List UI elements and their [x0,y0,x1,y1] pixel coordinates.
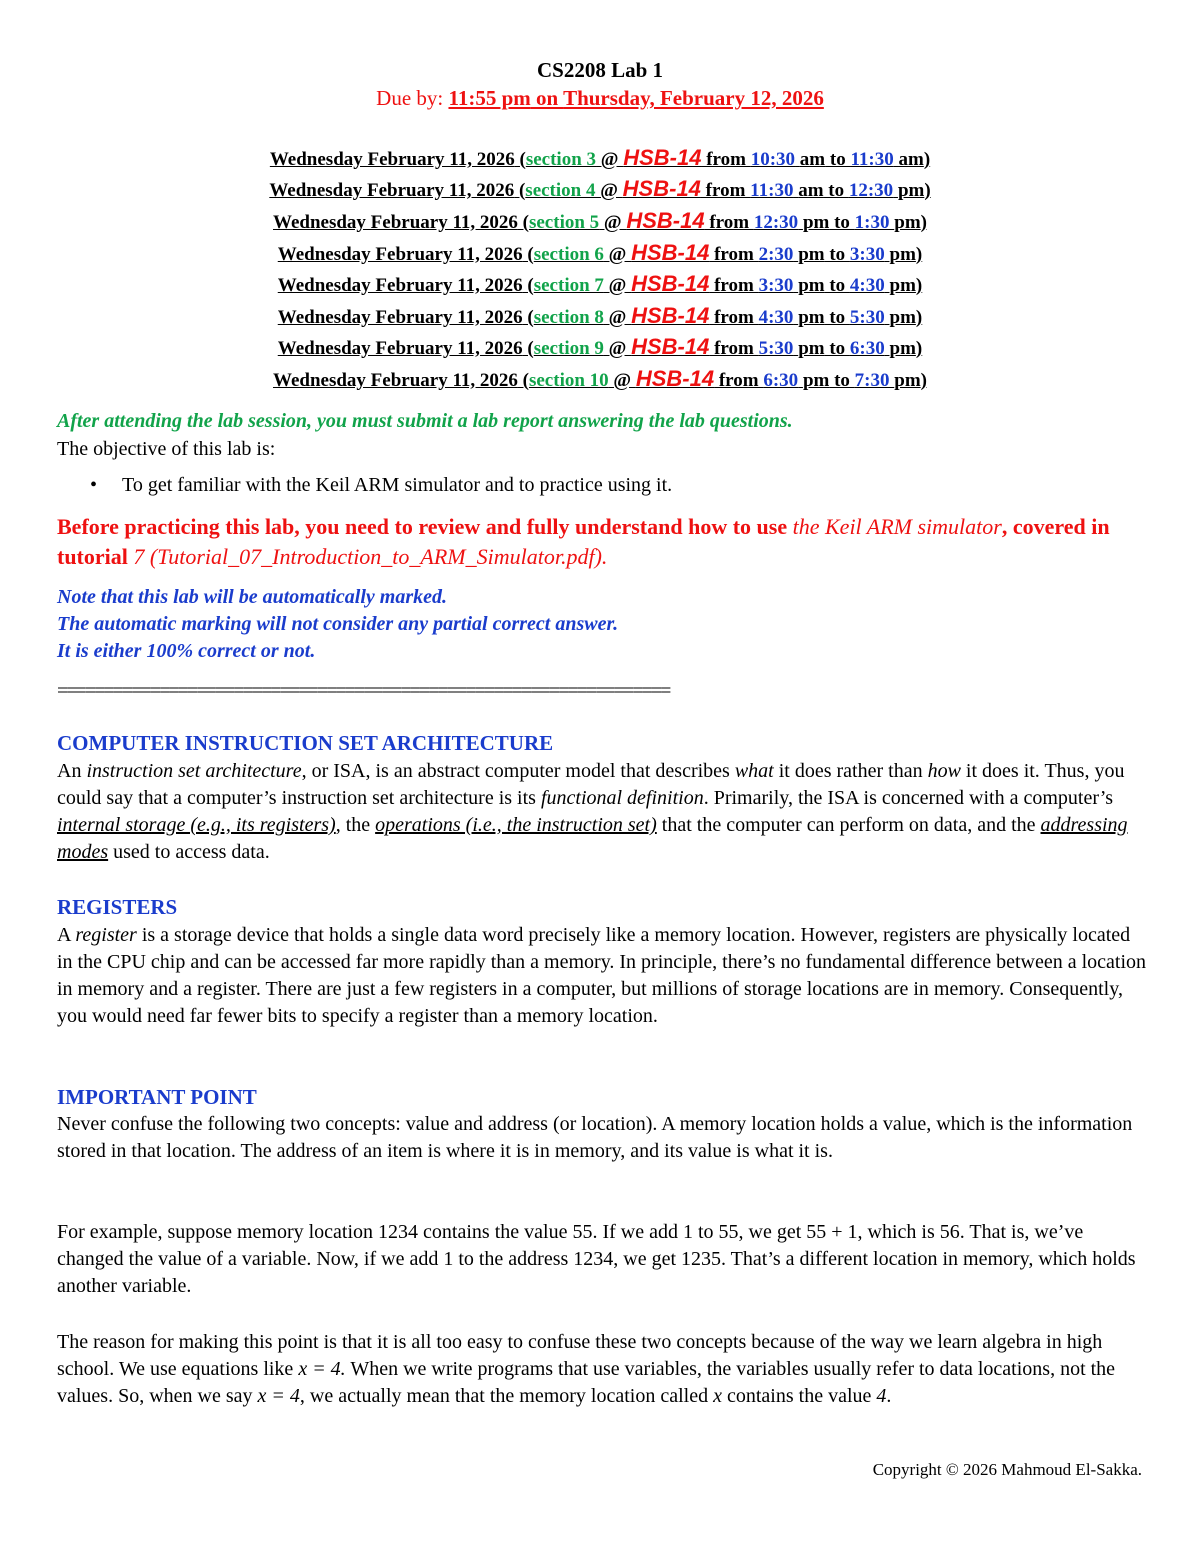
isa-paragraph: An instruction set architecture, or ISA, is an abstract computer model that describes what it does rather than how it does it. Thus, you could say that a computer’s instruction set architecture is its functional definition. Primarily, the ISA is concerned with a computer’s internal storage (e.g., its registers), the operations (i.e., the instruction set) that the computer can perform on data, and the addressing modes used to access data. [57,760,1128,863]
session-end: 11:30 [850,149,894,170]
session-start-ampm: pm [798,275,825,296]
due-time: 11:55 pm [448,86,531,110]
session-end: 5:30 [849,307,885,328]
session-section: section 5 [528,212,600,233]
session-start-ampm: pm [802,212,830,233]
schedule-row: Wednesday February 11, 2026 (section 3 @ HSB-14 from 10:30 am to 11:30 am) [269,145,931,170]
session-start-ampm: pm [798,244,825,265]
session-start: 6:30 [763,370,799,391]
session-start: 10:30 [750,149,796,170]
session-date: Wednesday February 11, 2026 [277,338,523,359]
registers-paragraph: A register is a storage device that holds a single data word precisely like a memory location. However, registers are physically located in the CPU chip and can be accessed far more rapidly than a memory. In principle, there’s no fundamental difference between a location in memory and a register. There are just a few registers in a computer, but millions of storage locations are in memory. Consequently, you would need far fewer bits to specify a register than a memory location. [57,924,1147,1027]
isa-heading: COMPUTER INSTRUCTION SET ARCHITECTURE [57,731,554,755]
session-room: HSB-14 [626,208,705,233]
session-start: 5:30 [758,338,794,359]
session-start: 2:30 [758,244,794,265]
schedule-row: Wednesday February 11, 2026 (section 7 @ HSB-14 from 3:30 pm to 4:30 pm) [277,271,923,296]
session-section: section 8 [533,307,604,328]
session-end-ampm: pm [894,370,921,391]
session-date: Wednesday February 11, 2026 [277,275,523,296]
separator-line: ================================================================== [57,680,670,702]
bullet-dot: • [90,474,98,496]
session-end-ampm: am [898,149,924,170]
session-section: section 3 [525,149,597,170]
session-section: section 4 [525,180,596,201]
session-room: HSB-14 [631,271,710,296]
session-date: Wednesday February 11, 2026 [273,212,518,233]
marking-note-2: The automatic marking will not consider any partial correct answer. [57,613,619,635]
session-section: section 7 [533,275,604,296]
session-end-ampm: pm [897,180,925,201]
important-paragraph-2: For example, suppose memory location 1234 contains the value 55. If we add 1 to 55, we get 55 + 1, which is 56. That is, we’ve changed the value of a variable. Now, if we add 1 to the address 1234, we get 1235. That’s a different location in memory, which holds another variable. [57,1221,1136,1297]
marking-note-3: It is either 100% correct or not. [57,640,316,662]
copyright: Copyright © 2026 Mahmoud El-Sakka. [872,1460,1142,1479]
schedule-row: Wednesday February 11, 2026 (section 5 @ HSB-14 from 12:30 pm to 1:30 pm) [273,208,927,233]
due-line: Due by: 11:55 pm on Thursday, February 12, 2026 [376,86,824,110]
important-paragraph-3: The reason for making this point is that it is all too easy to confuse these two concepts because of the way we learn algebra in high school. We use equations like x = 4. When we write programs that use variables, the variables usually refer to data locations, not the values. So, when we say x = 4, we actually mean that the memory location called x contains the value 4. [57,1331,1116,1407]
important-paragraph-1: Never confuse the following two concepts: value and address (or location). A memory location holds a value, which is the information stored in that location. The address of an item is where it is in memory, and its value is what it is. [57,1113,1133,1162]
session-end: 7:30 [854,370,890,391]
session-start-ampm: pm [798,307,825,328]
objective-label: The objective of this lab is: [57,438,276,460]
session-end-ampm: pm [889,275,916,296]
session-room: HSB-14 [631,334,710,359]
registers-heading: REGISTERS [57,895,178,919]
session-room: HSB-14 [635,366,715,391]
important-heading: IMPORTANT POINT [57,1085,257,1109]
submit-note: After attending the lab session, you must submit a lab report answering the lab questions. [57,410,793,432]
session-start: 4:30 [758,307,794,328]
session-end-ampm: pm [894,212,921,233]
session-date: Wednesday February 11, 2026 [277,244,523,265]
session-end: 3:30 [849,244,885,265]
session-room: HSB-14 [622,176,701,201]
session-section: section 9 [533,338,604,359]
session-end: 6:30 [849,338,885,359]
schedule-row: Wednesday February 11, 2026 (section 6 @ HSB-14 from 2:30 pm to 3:30 pm) [277,240,923,265]
schedule-row: Wednesday February 11, 2026 (section 8 @ HSB-14 from 4:30 pm to 5:30 pm) [277,303,923,328]
schedule-row: Wednesday February 11, 2026 (section 10 @ HSB-14 from 6:30 pm to 7:30 pm) [273,366,927,391]
session-start: 3:30 [758,275,794,296]
objective-bullet: • To get familiar with the Keil ARM simulator and to practice using it. [90,474,673,496]
session-room: HSB-14 [631,303,710,328]
session-room: HSB-14 [623,145,702,170]
session-end-ampm: pm [889,307,916,328]
session-start-ampm: am [798,180,824,201]
session-start-ampm: am [799,149,826,170]
session-date: Wednesday February 11, 2026 [273,370,518,391]
session-end: 1:30 [854,212,890,233]
page-title: CS2208 Lab 1 [536,58,664,82]
schedule-row: Wednesday February 11, 2026 (section 4 @ HSB-14 from 11:30 am to 12:30 pm) [269,176,931,201]
session-date: Wednesday February 11, 2026 [277,307,523,328]
session-date: Wednesday February 11, 2026 [269,149,515,170]
session-section: section 6 [533,244,604,265]
session-end-ampm: pm [889,244,916,265]
review-note: Before practicing this lab, you need to review and fully understand how to use the Keil ARM simulator, covered in tutorial 7 (Tutorial_07_Introduction_to_ARM_Simulator.pdf). [57,514,1110,569]
session-section: section 10 [528,370,609,391]
session-end: 12:30 [848,180,894,201]
session-room: HSB-14 [631,240,710,265]
session-date: Wednesday February 11, 2026 [269,180,515,201]
schedule-row: Wednesday February 11, 2026 (section 9 @ HSB-14 from 5:30 pm to 6:30 pm) [277,334,923,359]
session-start-ampm: pm [802,370,830,391]
marking-note-1: Note that this lab will be automatically marked. [57,586,448,608]
due-date: Thursday, February 12, 2026 [563,86,824,110]
session-end: 4:30 [849,275,885,296]
session-start: 12:30 [753,212,799,233]
session-start-ampm: pm [798,338,825,359]
session-start: 11:30 [750,180,794,201]
session-end-ampm: pm [889,338,916,359]
